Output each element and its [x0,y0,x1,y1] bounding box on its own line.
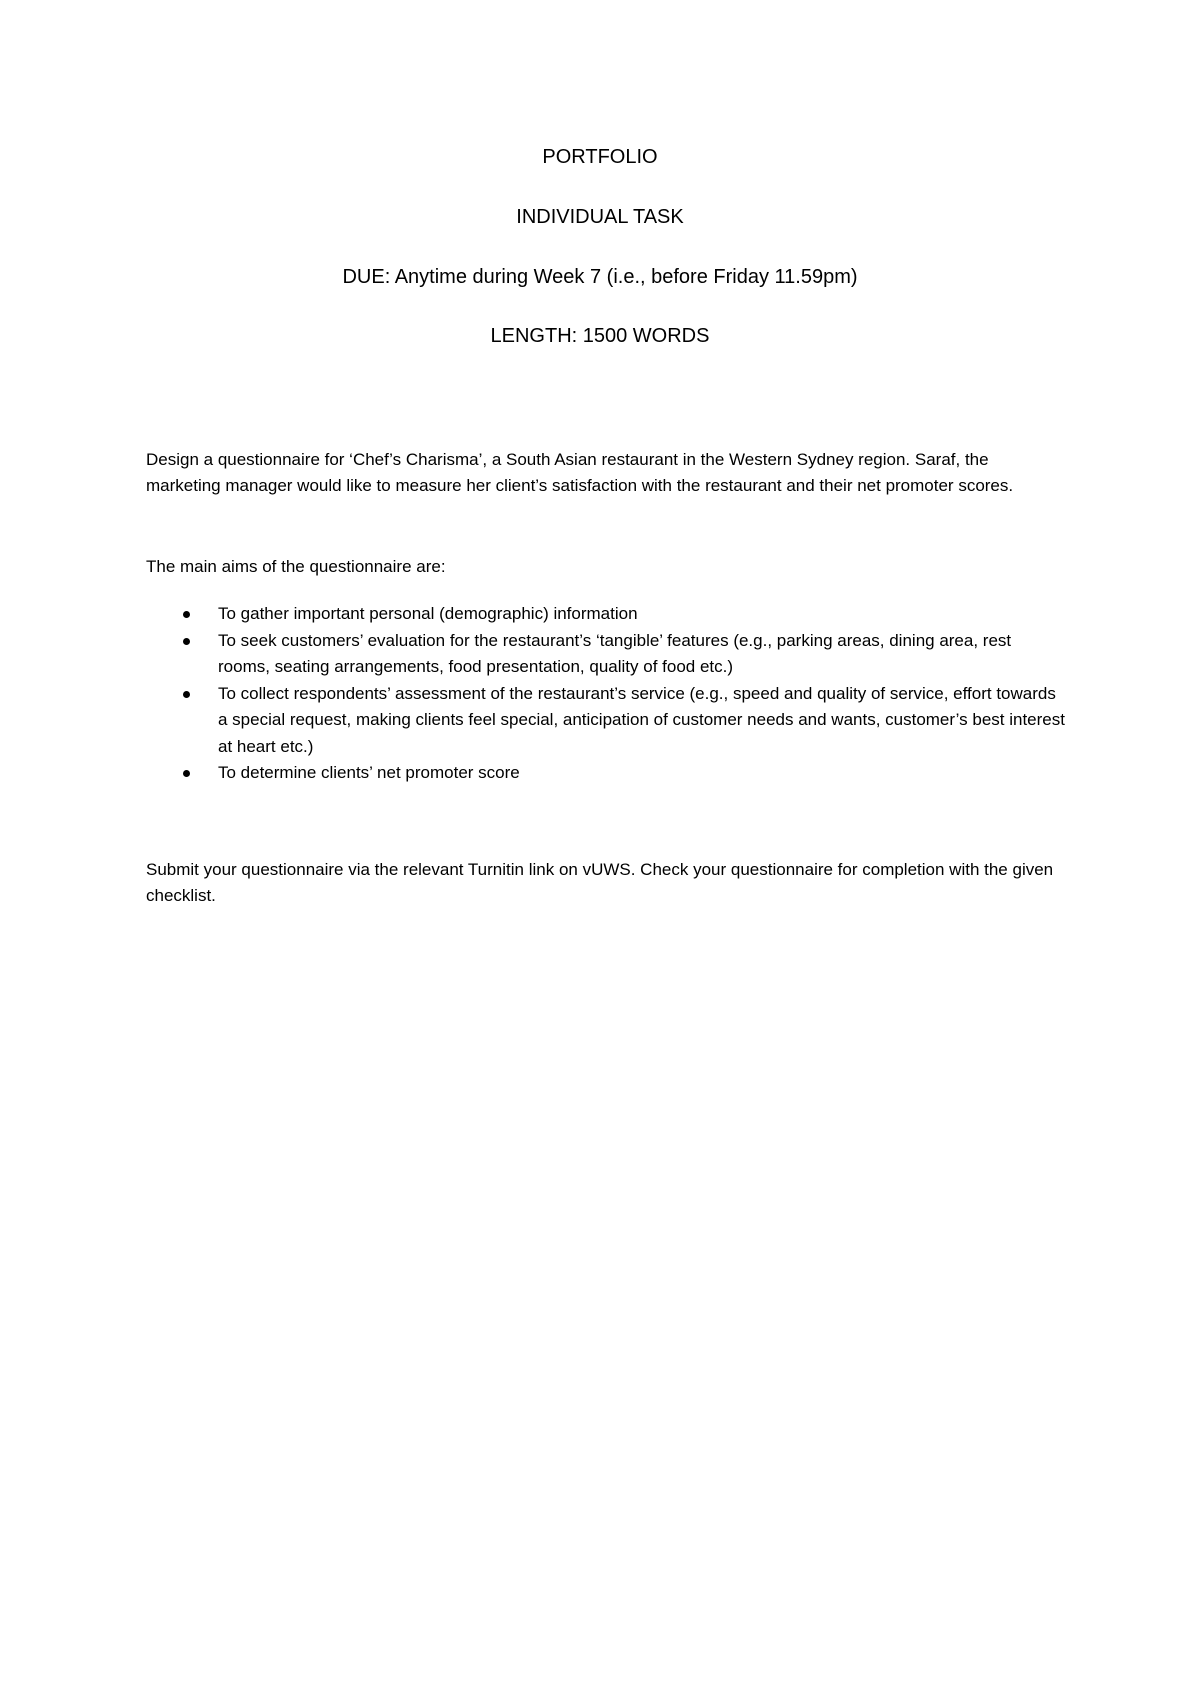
document-title: PORTFOLIO [542,146,658,168]
list-item [146,760,1066,787]
bullet-icon [183,611,190,618]
aims-intro-paragraph: The main aims of the questionnaire are: [146,557,446,576]
bullet-icon [183,770,190,777]
list-item-text: To seek customers’ evaluation for the restaurant’s ‘tangible’ features (e.g., parking areas, dining area, rest rooms, seating arrangements, food presentation, quality of food etc.) [218,630,1012,676]
task-type-heading: INDIVIDUAL TASK [516,206,684,228]
submission-paragraph: Submit your questionnaire via the relevant Turnitin link on vUWS. Check your questionnaire for completion with the given checklist. [146,860,1054,905]
list-item [146,628,1066,681]
length-heading: LENGTH: 1500 WORDS [490,325,710,347]
list-item-text: To gather important personal (demographic) information [218,604,638,623]
list-item [146,681,1066,761]
list-item-text: To collect respondents’ assessment of the restaurant’s service (e.g., speed and quality of service, effort towards a special request, making clients feel special, anticipation of customer needs and wants, customer’s best interest at heart etc.) [218,683,1065,756]
list-item [146,601,1066,628]
list-item-text: To determine clients’ net promoter score [218,763,520,782]
due-date-heading: DUE: Anytime during Week 7 (i.e., before Friday 11.59pm) [342,266,858,288]
intro-paragraph: Design a questionnaire for ‘Chef’s Charisma’, a South Asian restaurant in the Western Sydney region. Saraf, the marketing manager would like to measure her client’s satisfaction with the restaurant and their net promoter scores. [146,450,1014,495]
bullet-icon [183,691,190,698]
heading-block [0,143,1200,350]
bullet-icon [183,638,190,645]
aims-list [146,601,1066,787]
